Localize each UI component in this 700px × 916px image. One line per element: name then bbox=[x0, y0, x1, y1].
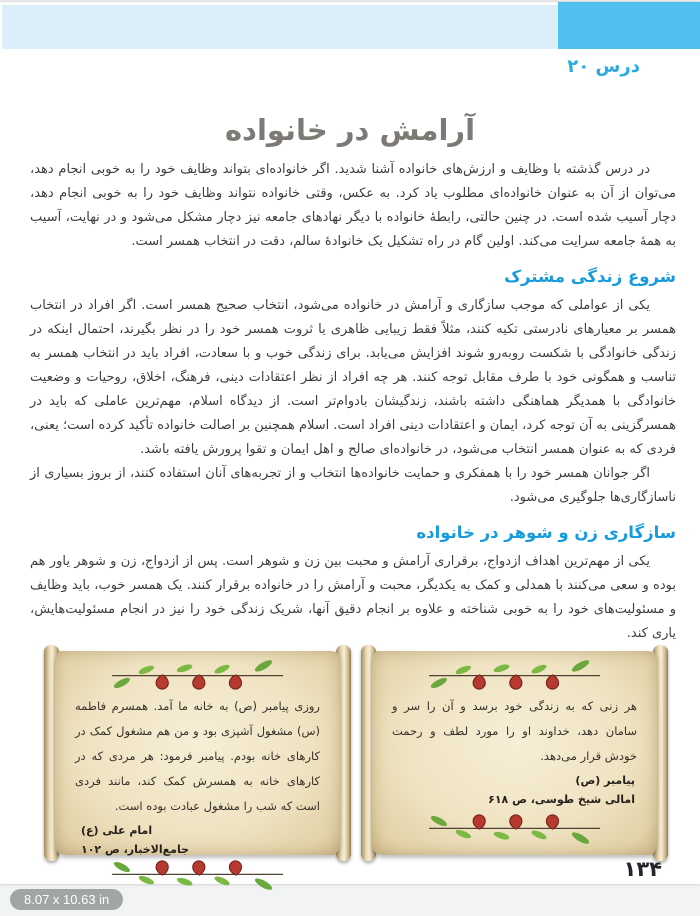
section-heading-marriage-start: شروع زندگی مشترک bbox=[504, 267, 676, 286]
flower-garland-icon bbox=[421, 657, 608, 691]
section-paragraph: اگر جوانان همسر خود را با همفکری و حمایت خانواده‌ها انتخاب و از تجربه‌های آنان استفاده کنند، از بروز بسیاری از ناسازگاری‌ها جلوگیری می‌شود. bbox=[30, 466, 676, 505]
hadith-quote: هر زنی که به زندگی خود برسد و آن را سر و سامان دهد، خداوند او را مورد لطف و رحمت خودش قرار می‌دهد. bbox=[392, 699, 637, 763]
body-text-area bbox=[30, 158, 676, 644]
flower-garland-icon bbox=[104, 657, 291, 691]
scroll-text bbox=[71, 691, 324, 859]
dimensions-badge: 8.07 x 10.63 in bbox=[10, 889, 123, 910]
hadith-scrolls-row bbox=[44, 647, 668, 859]
hadith-source: امالی شیخ طوسی، ص ۶۱۸ bbox=[488, 793, 635, 806]
scroll-text bbox=[388, 691, 641, 813]
section-paragraph: یکی از عواملی که موجب سازگاری و آرامش در خانواده می‌شود، انتخاب صحیح همسر است. اگر افراد در انتخاب همسر بر معیارهای نادرستی تکیه کنند، مثلاً فقط زیبایی ظاهری یا ثروت همسر خود را در نظر بگیرند، احتمال اینکه در زندگی خانوادگی با شکست روبه‌رو شوند افزایش می‌یابد. برای زندگی خوب و با سعادت، افراد باید در انتخاب همسر به تناسب و همگونی خود با طرف مقابل توجه کنند. هر چه افراد از نظر اعتقادات دینی، فرهنگ، اخلاق، روحیات و وضعیت خانوادگی با همدیگر هماهنگی داشته باشند، زندگیشان بادوام‌تر است. از دیدگاه اسلام، مهم‌ترین عاملی که باید در همسرگزینی به آن توجه کرد، ایمان و اعتقادات دینی افراد است. اسلام همچنین بر اصالت خانواده تأکید کرده است؛ یعنی، فردی که به عنوان همسر انتخاب می‌شود، در خانواده‌ای صالح و اهل ایمان و تقوا پرورش یافته باشد. bbox=[29, 298, 676, 457]
hadith-attribution: پیامبر (ص) bbox=[575, 774, 635, 787]
hadith-source: جامع‌الاخبار، ص ۱۰۲ bbox=[81, 843, 190, 856]
textbook-page bbox=[0, 2, 700, 884]
section-heading-spouse-compatibility: سازگاری زن و شوهر در خانواده bbox=[416, 523, 676, 542]
lesson-number-label: درس ۲۰ bbox=[567, 56, 640, 77]
corner-accent-block bbox=[558, 2, 700, 49]
section-paragraph: یکی از مهم‌ترین اهداف ازدواج، برقراری آرامش و محبت بین زن و شوهر است. پس از ازدواج، زن و شوهر یاور هم بوده و سعی می‌کنند با همدلی و کمک به یکدیگر، محبت و آرامش را در خانواده برقرار کنند. یک همسر خوب، باید وظایف و مسئولیت‌های خود را به خوبی شناخته و علاوه بر انجام دقیق آنها، شریک زندگی خود را نیز در انجام مسئولیت‌هایش، یاری کند. bbox=[30, 554, 676, 641]
hadith-scroll-left bbox=[44, 647, 351, 859]
intro-paragraph: در درس گذشته با وظایف و ارزش‌های خانواده آشنا شدید. اگر خانواده‌ای بتواند وظایف خود را به خوبی انجام دهد، می‌توان از آن به عنوان خانواده‌ای مطلوب یاد کرد. به عکس، وقتی خانواده نتواند وظایف خود را به خوبی انجام دهد، دچار آسیب شده است. در چنین حالتی، رابطهٔ خانواده با دیگر نهادهای جامعه نیز دچار مشکل می‌شود و در نهایت، آسیب به همهٔ جامعه سرایت می‌کند. اولین گام در راه تشکیل یک خانوادهٔ سالم، دقت در انتخاب همسر است. bbox=[30, 162, 676, 249]
parchment bbox=[372, 651, 657, 855]
parchment bbox=[55, 651, 340, 855]
hadith-scroll-right bbox=[361, 647, 668, 859]
flower-garland-icon bbox=[421, 813, 608, 847]
flower-garland-icon bbox=[104, 859, 291, 893]
page-title: آرامش در خانواده bbox=[224, 113, 476, 148]
page-number: ۱۳۴ bbox=[623, 857, 662, 881]
hadith-quote: روزی پیامبر (ص) به خانه ما آمد. همسرم فاطمه (س) مشغول آشپزی بود و من هم مشغول کمک در کارهای خانه بودم. پیامبر فرمود: هر مردی که در کارهای خانه به همسرش کمک کند، مانند فردی است که شب را مشغول عبادت بوده است. bbox=[75, 699, 320, 813]
header-band bbox=[2, 5, 558, 49]
hadith-attribution: امام علی (ع) bbox=[81, 824, 153, 837]
